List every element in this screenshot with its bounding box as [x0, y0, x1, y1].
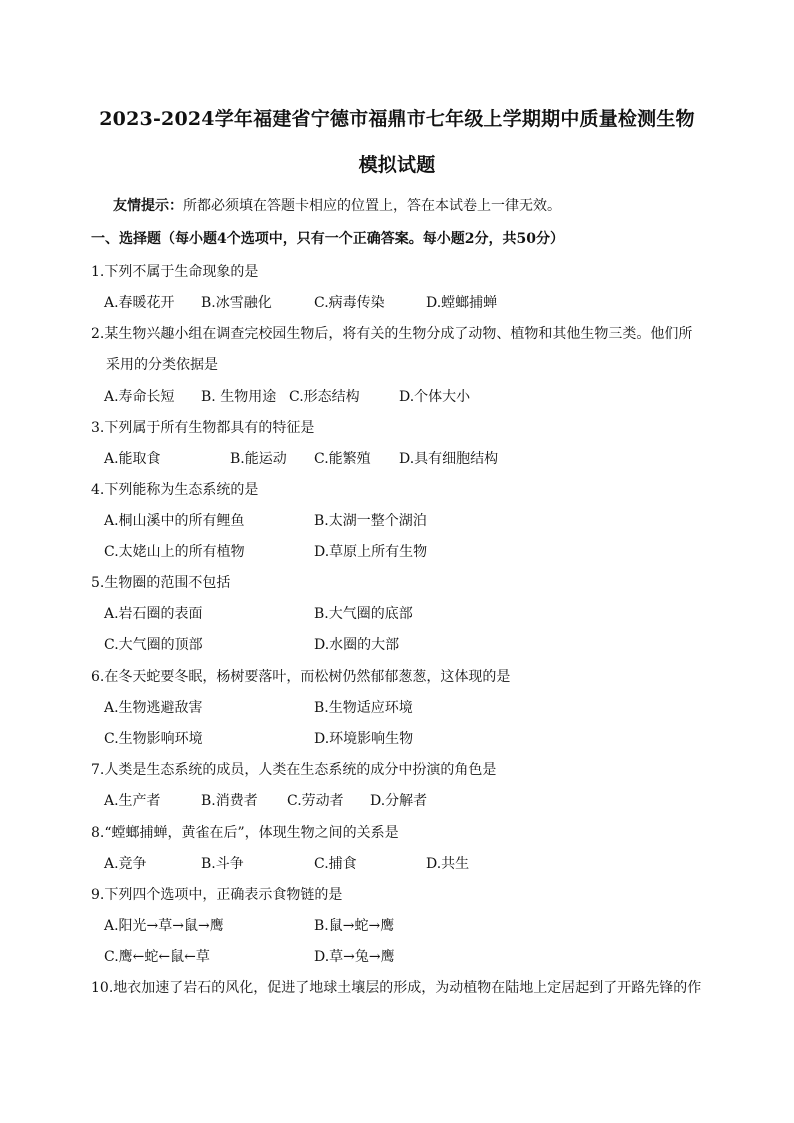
question-option: B.冰雪融化	[201, 295, 272, 311]
question-option: B.生物适应环境	[314, 700, 413, 716]
question-stem: 3.下列属于所有生物都具有的特征是	[91, 420, 315, 436]
question-option: D.具有细胞结构	[399, 451, 499, 467]
question-option: D.个体大小	[399, 389, 471, 405]
friendly-tip	[113, 195, 561, 215]
question-option: D.环境影响生物	[314, 731, 414, 747]
question-option: C.生物影响环境	[104, 731, 203, 747]
question-stem: 4.下列能称为生态系统的是	[91, 482, 259, 498]
question-option: A.春暖花开	[104, 295, 175, 311]
question-option: A.生物逃避敌害	[104, 700, 203, 716]
question-option: C.捕食	[314, 856, 357, 872]
tip-label: 友情提示：	[113, 198, 183, 214]
question-option: B. 生物用途	[201, 389, 277, 405]
question-stem: 8.“螳螂捕蝉，黄雀在后”，体现生物之间的关系是	[91, 825, 399, 841]
question-option: D.分解者	[370, 793, 428, 809]
question-option: D.螳螂捕蝉	[426, 295, 498, 311]
question-stem: 5.生物圈的范围不包括	[91, 575, 231, 591]
question-option: A.寿命长短	[104, 389, 175, 405]
question-option: D.水圈的大部	[314, 637, 400, 653]
question-option: A.阳光→草→鼠→鹰	[104, 918, 224, 934]
question-option: B.消费者	[201, 793, 258, 809]
question-stem: 6.在冬天蛇要冬眠，杨树要落叶，而松树仍然郁郁葱葱，这体现的是	[91, 669, 511, 685]
question-option: C.太姥山上的所有植物	[104, 544, 245, 560]
question-stem: 2.某生物兴趣小组在调查完校园生物后，将有关的生物分成了动物、植物和其他生物三类。他们所	[91, 326, 693, 342]
question-option: C.大气圈的顶部	[104, 637, 203, 653]
question-option: B.能运动	[230, 451, 287, 467]
question-option: D.草原上所有生物	[314, 544, 428, 560]
question-option: A.岩石圈的表面	[104, 606, 203, 622]
question-option: C.病毒传染	[314, 295, 385, 311]
question-stem: 9.下列四个选项中，正确表示食物链的是	[91, 887, 343, 903]
question-option: C.鹰←蛇←鼠←草	[104, 949, 210, 965]
question-option: B.鼠→蛇→鹰	[314, 918, 395, 934]
question-stem: 7.人类是生态系统的成员，人类在生态系统的成分中扮演的角色是	[91, 762, 497, 778]
question-option: A.竞争	[104, 856, 147, 872]
question-option: C.能繁殖	[314, 451, 371, 467]
question-stem: 1.下列不属于生命现象的是	[91, 264, 259, 280]
question-option: A.能取食	[104, 451, 161, 467]
question-option: A.生产者	[104, 793, 161, 809]
question-option: C.劳动者	[287, 793, 344, 809]
question-stem: 10.地衣加速了岩石的风化，促进了地球土壤层的形成，为动植物在陆地上定居起到了开路先锋的作	[91, 980, 702, 996]
question-option: D.共生	[426, 856, 470, 872]
question-option: B.太湖一整个湖泊	[314, 513, 427, 529]
question-option: D.草→兔→鹰	[314, 949, 395, 965]
question-option: B.斗争	[201, 856, 244, 872]
question-stem-continued: 采用的分类依据是	[106, 357, 218, 373]
question-option: C.形态结构	[289, 389, 360, 405]
question-option: A.桐山溪中的所有鲤鱼	[104, 513, 245, 529]
question-option: B.大气圈的底部	[314, 606, 413, 622]
page-subtitle: 模拟试题	[358, 154, 436, 176]
section-heading: 一、选择题（每小题4个选项中，只有一个正确答案。每小题2分，共50分）	[91, 231, 564, 247]
page-title: 2023-2024学年福建省宁德市福鼎市七年级上学期期中质量检测生物	[99, 108, 695, 130]
tip-text: 所都必须填在答题卡相应的位置上，答在本试卷上一律无效。	[183, 198, 561, 214]
